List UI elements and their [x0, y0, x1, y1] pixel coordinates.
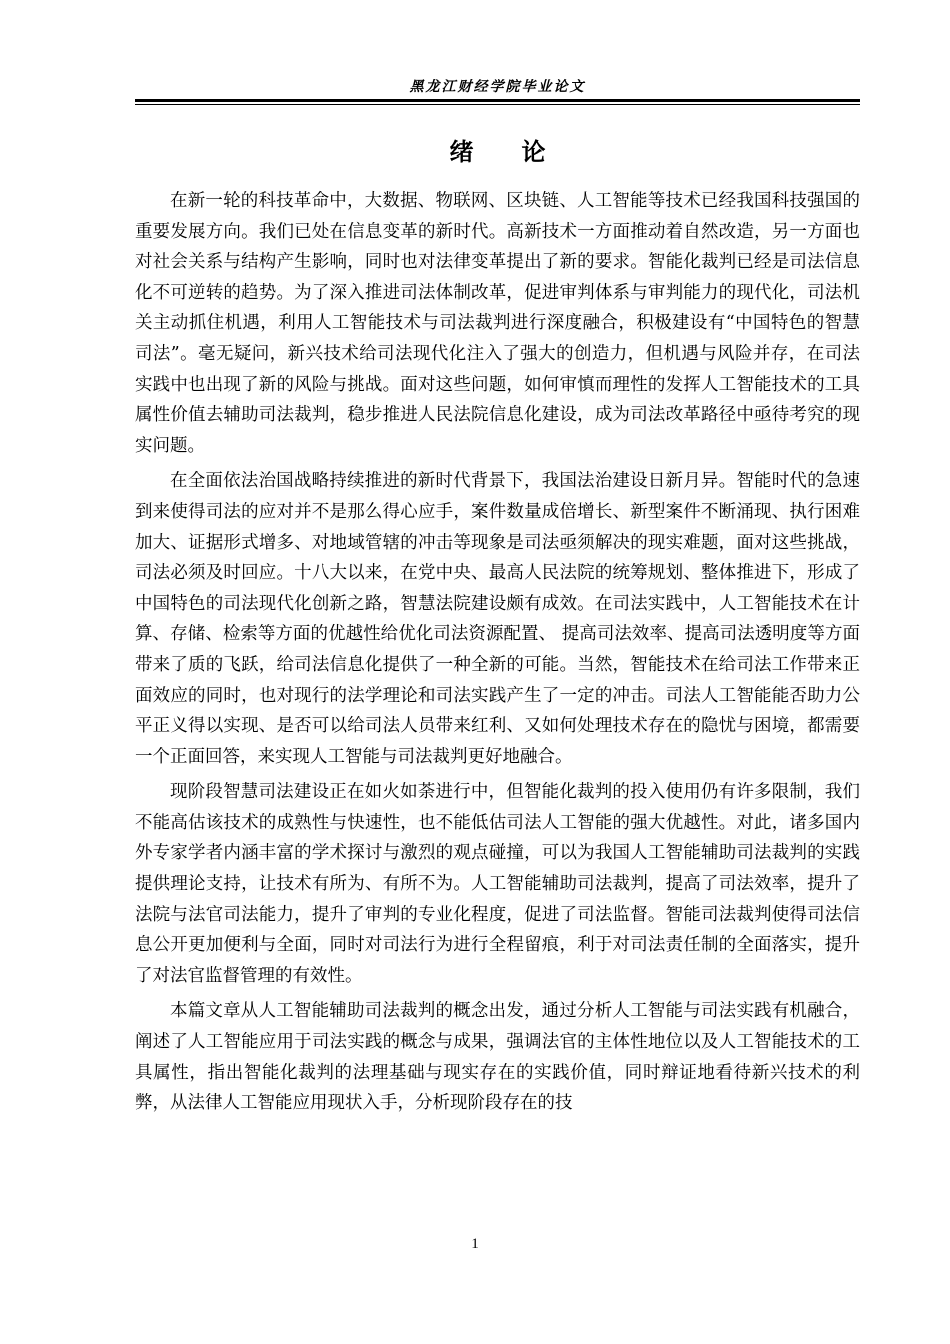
chapter-title-part1: 绪 — [449, 138, 474, 166]
header-rule-thick — [135, 99, 860, 102]
header-rule-thin — [135, 104, 860, 105]
paragraph-4: 本篇文章从人工智能辅助司法裁判的概念出发，通过分析人工智能与司法实践有机融合，阐述了人工智能应用于司法实践的概念与成果，强调法官的主体性地位以及人工智能技术的工具属性，指出智能化裁判的法理基础与现实存在的实践价值，同时辩证地看待新兴技术的利弊，从法律人工智能应用现状入手，分析现阶段存在的技 — [135, 1001, 860, 1114]
chapter-title — [135, 132, 860, 167]
paragraph-3: 现阶段智慧司法建设正在如火如荼进行中，但智能化裁判的投入使用仍有许多限制，我们不能高估该技术的成熟性与快速性，也不能低估司法人工智能的强大优越性。对此，诸多国内外专家学者内涵丰富的学术探讨与激烈的观点碰撞，可以为我国人工智能辅助司法裁判的实践提供理论支持，让技术有所为、有所不为。人工智能辅助司法裁判，提高了司法效率，提升了法院与法官司法能力，提升了审判的专业化程度，促进了司法监督。智能司法裁判使得司法信息公开更加便利与全面，同时对司法行为进行全程留痕，利于对司法责任制的全面落实，提升了对法官监督管理的有效性。 — [135, 782, 860, 986]
chapter-title-part2: 论 — [521, 138, 546, 166]
paragraph-1: 在新一轮的科技革命中，大数据、物联网、区块链、人工智能等技术已经我国科技强国的重要发展方向。我们已处在信息变革的新时代。高新技术一方面推动着自然改造，另一方面也对社会关系与结构产生影响，同时也对法律变革提出了新的要求。智能化裁判已经是司法信息化不可逆转的趋势。为了深入推进司法体制改革，促进审判体系与审判能力的现代化，司法机关主动抓住机遇，利用人工智能技术与司法裁判进行深度融合，积极建设有“中国特色的智慧司法”。毫无疑问，新兴技术给司法现代化注入了强大的创造力，但机遇与风险并存，在司法实践中也出现了新的风险与挑战。面对这些问题，如何审慎而理性的发挥人工智能技术的工具属性价值去辅助司法裁判，稳步推进人民法院信息化建设，成为司法改革路径中亟待考究的现实问题。 — [135, 191, 860, 456]
page-number: 1 — [471, 1236, 479, 1252]
body-text — [135, 186, 860, 1124]
running-header: 黑龙江财经学院毕业论文 — [409, 79, 586, 95]
paragraph-2: 在全面依法治国战略持续推进的新时代背景下，我国法治建设日新月异。智能时代的急速到来使得司法的应对并不是那么得心应手，案件数量成倍增长、新型案件不断涌现、执行困难加大、证据形式增多、对地域管辖的冲击等现象是司法亟须解决的现实难题，面对这些挑战，司法必须及时回应。十八大以来，在党中央、最高人民法院的统筹规划、整体推进下，形成了中国特色的司法现代化创新之路，智慧法院建设颇有成效。在司法实践中，人工智能技术在计算、存储、检索等方面的优越性给优化司法资源配置、 提高司法效率、提高司法透明度等方面带来了质的飞跃，给司法信息化提供了一种全新的可能。当然，智能技术在给司法工作带来正面效应的同时，也对现行的法学理论和司法实践产生了一定的冲击。司法人工智能能否助力公平正义得以实现、是否可以给司法人员带来红利、又如何处理技术存在的隐忧与困境，都需要一个正面回答，来实现人工智能与司法裁判更好地融合。 — [135, 471, 860, 767]
